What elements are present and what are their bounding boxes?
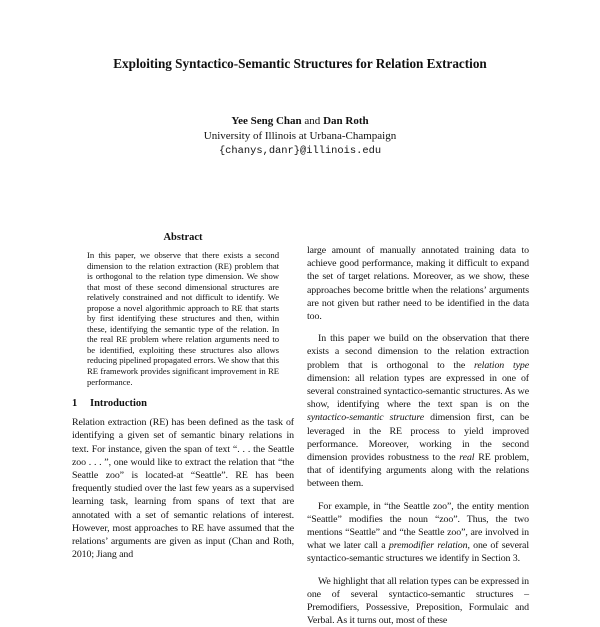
author-block	[0, 114, 600, 159]
emphasis-text: relation type	[474, 359, 529, 371]
section-title: Introduction	[90, 398, 147, 410]
author-name: Dan Roth	[323, 115, 369, 127]
intro-paragraph-3	[307, 500, 529, 566]
emphasis-text: premodifier relation	[388, 540, 468, 552]
right-column	[307, 244, 529, 627]
emphasis-text: real	[459, 452, 475, 464]
paper-title: Exploiting Syntactico-Semantic Structures for Relation Extraction	[113, 56, 487, 71]
text-run: For example, in “the Seattle zoo”, the entity mention “Seattle” modifies the noun “zoo”. Thus, the two mentions “Seattle” and “the Seattle zoo”, are involved in what we later call a	[307, 500, 529, 552]
section-heading-introduction	[72, 398, 294, 409]
section-number: 1	[72, 398, 78, 410]
intro-paragraph-4	[307, 575, 529, 627]
emphasis-text: syntactico-semantic structure	[307, 412, 425, 424]
intro-paragraph-continued: large amount of manually annotated training data to achieve good performance, making it difficult to expand the set of target relations. Moreover, as we show, these approaches become brittle when the relations’ arguments are not given but rather need to be identified in the data too.	[307, 245, 529, 323]
abstract-heading: Abstract	[163, 232, 203, 243]
intro-paragraph-2	[307, 332, 529, 490]
text-run: We highlight that all relation types can be expressed in one of several syntactico-semantic structures – Premodifiers, Possessive, Preposition, Formulaic and Verbal. As it turns out, most of these	[307, 575, 529, 627]
text-run: dimension first, can be leveraged in the RE process to yield improved performance. Moreover, working in the second dimension provides robustness to the	[307, 412, 529, 464]
text-run: , one of several syntactico-semantic structures we identify in Section 3.	[307, 540, 529, 565]
text-run: dimension: all relation types are expressed in one of several constrained syntactico-semantic structures. As we show, identifying where the text span is on the	[307, 372, 529, 411]
intro-paragraph-1: Relation extraction (RE) has been defined as the task of identifying a given set of semantic binary relations in text. For instance, given the span of text “. . . the Seattle zoo . . . ”, one would like to extract the relation that “the Seattle zoo” is located-at “Seattle”. RE has been frequently studied over the last few years as a supervised learning task, learning from spans of text that are annotated with a set of semantic relations of interest. However, most approaches to RE have assumed that the relations’ arguments are given as input (Chan and Roth, 2010; Jiang and	[72, 417, 294, 561]
author-names	[0, 114, 600, 129]
left-column	[72, 232, 294, 561]
abstract-text: In this paper, we observe that there exists a second dimension to the relation extraction (RE) problem that is orthogonal to the relation type dimension. We show that most of these second dimensional structures are relatively constrained and not difficult to identify. We propose a novel algorithmic approach to RE that starts by first identifying these structures and then, within these, identifying the semantic type of the relation. In the real RE problem where relation arguments need to be identified, exploiting these structures also allows reducing pipelined propagated errors. We show that this RE framework provides significant improvement in RE performance.	[87, 250, 279, 387]
author-email: {chanys,danr}@illinois.edu	[218, 145, 382, 157]
author-conjunction: and	[304, 115, 321, 127]
text-run: RE problem, that of identifying arguments along with the relations between them.	[307, 452, 529, 490]
affiliation: University of Illinois at Urbana-Champaign	[203, 130, 397, 142]
text-run: In this paper we build on the observation that there exists a second dimension to the relation extraction problem that is orthogonal to the	[307, 333, 529, 371]
author-name: Yee Seng Chan	[231, 115, 302, 127]
